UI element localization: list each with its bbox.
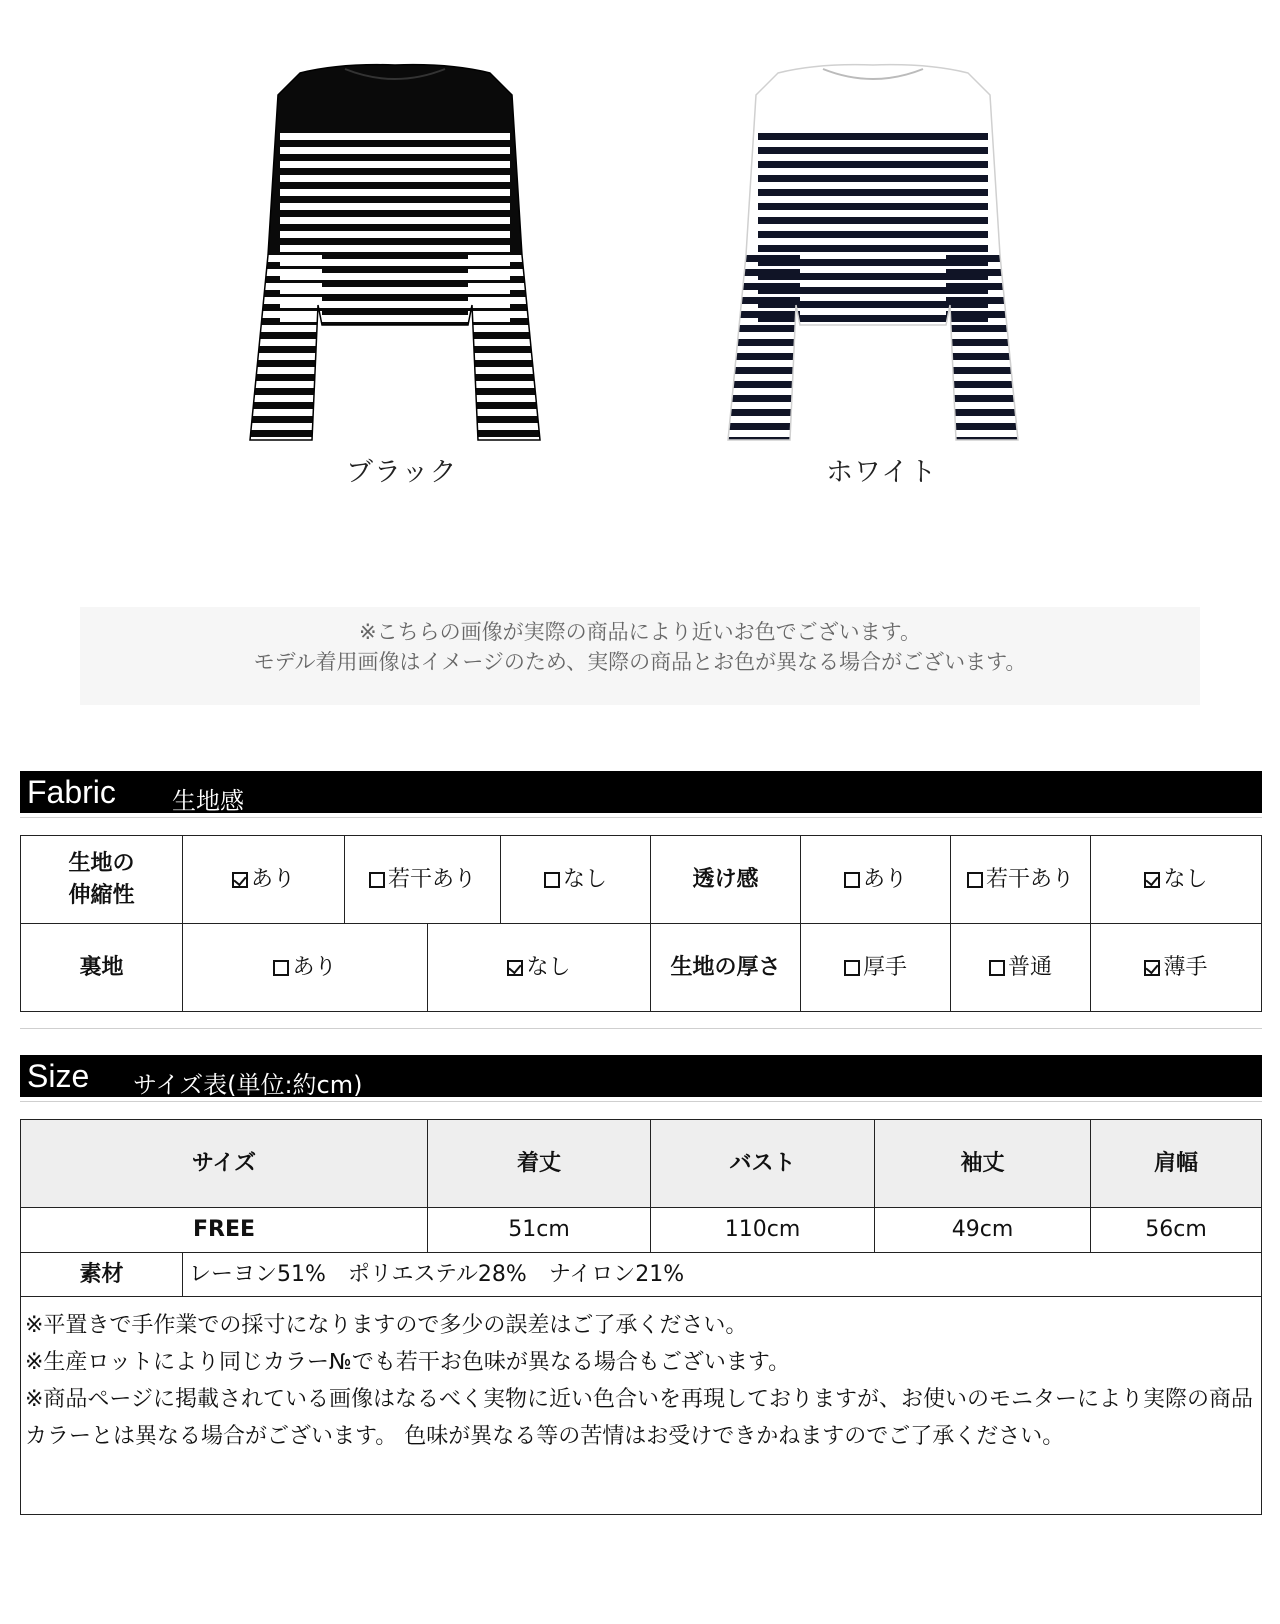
option-text: なし (1163, 866, 1208, 892)
size-value-shoulder: 56cm (1090, 1207, 1262, 1253)
thickness-option-thin (1090, 923, 1262, 1012)
divider (20, 1101, 1262, 1102)
size-header-sleeve: 袖丈 (874, 1119, 1091, 1208)
divider (20, 817, 1262, 818)
size-section-header (20, 1055, 1262, 1097)
checked-box-icon (1144, 960, 1160, 976)
size-value-length: 51cm (427, 1207, 651, 1253)
unchecked-box-icon (967, 872, 983, 888)
option-text: 若干あり (985, 866, 1074, 892)
unchecked-box-icon (989, 960, 1005, 976)
size-value-sleeve: 49cm (874, 1207, 1091, 1253)
option-text: 薄手 (1163, 954, 1208, 980)
stretch-label (20, 835, 183, 924)
unchecked-box-icon (844, 960, 860, 976)
thickness-option-normal (950, 923, 1091, 1012)
size-title-jp: サイズ表(単位:約cm) (133, 1071, 363, 1099)
stretch-option-slight (344, 835, 501, 924)
sheer-option-no (1090, 835, 1262, 924)
checked-box-icon (232, 872, 248, 888)
note-3: ※商品ページに掲載されている画像はなるべく実物に近い色合いを再現しておりますが、お使いのモニターにより実際の商品カラーとは異なる場合がございます。 色味が異なる等の苦情はお受けできかねますのでご了承ください。 (25, 1387, 1253, 1449)
size-value-size: FREE (20, 1207, 428, 1253)
option-text: なし (562, 866, 607, 892)
option-text: あり (250, 866, 295, 892)
size-header-bust: バスト (650, 1119, 875, 1208)
sheer-option-yes (800, 835, 951, 924)
notice-line-2: モデル着用画像はイメージのため、実際の商品とお色が異なる場合がございます。 (253, 650, 1027, 674)
size-header-shoulder: 肩幅 (1090, 1119, 1262, 1208)
thickness-label: 生地の厚さ (650, 923, 801, 1012)
stretch-label-line1: 生地の (68, 850, 135, 876)
divider (20, 1028, 1262, 1029)
option-text: 厚手 (862, 954, 907, 980)
sweater-white-image (718, 55, 1028, 450)
lining-label: 裏地 (20, 923, 183, 1012)
lining-option-no (427, 923, 651, 1012)
checked-box-icon (507, 960, 523, 976)
unchecked-box-icon (844, 872, 860, 888)
color-label-white: ホワイト (826, 457, 938, 488)
size-header-size: サイズ (20, 1119, 428, 1208)
notice-line-1: ※こちらの画像が実際の商品により近いお色でございます。 (359, 620, 921, 644)
color-label-black: ブラック (346, 457, 458, 488)
stretch-label-line2: 伸縮性 (68, 882, 135, 908)
size-header-length: 着丈 (427, 1119, 651, 1208)
lining-option-yes (182, 923, 428, 1012)
sheerness-label: 透け感 (650, 835, 801, 924)
color-notice (80, 607, 1200, 705)
unchecked-box-icon (544, 872, 560, 888)
product-white (718, 55, 1028, 450)
notes-box (20, 1296, 1262, 1515)
material-value: レーヨン51% ポリエステル28% ナイロン21% (182, 1252, 1262, 1297)
unchecked-box-icon (369, 872, 385, 888)
fabric-section-header (20, 771, 1262, 813)
thickness-option-thick (800, 923, 951, 1012)
unchecked-box-icon (273, 960, 289, 976)
checked-box-icon (1144, 872, 1160, 888)
product-black (240, 55, 550, 450)
fabric-title-en: Fabric (27, 774, 116, 810)
fabric-title-jp: 生地感 (172, 787, 244, 815)
material-label: 素材 (20, 1252, 183, 1297)
stretch-option-yes (182, 835, 345, 924)
sweater-black-image (240, 55, 550, 450)
stretch-option-no (500, 835, 651, 924)
option-text: あり (862, 866, 907, 892)
size-title-en: Size (27, 1058, 90, 1094)
note-1: ※平置きで手作業での採寸になりますので多少の誤差はご了承ください。 (25, 1313, 748, 1338)
sheer-option-slight (950, 835, 1091, 924)
size-value-bust: 110cm (650, 1207, 875, 1253)
option-text: あり (292, 954, 337, 980)
option-text: 若干あり (387, 866, 476, 892)
option-text: なし (526, 954, 571, 980)
option-text: 普通 (1007, 954, 1052, 980)
note-2: ※生産ロットにより同じカラー№でも若干お色味が異なる場合もございます。 (25, 1350, 791, 1375)
